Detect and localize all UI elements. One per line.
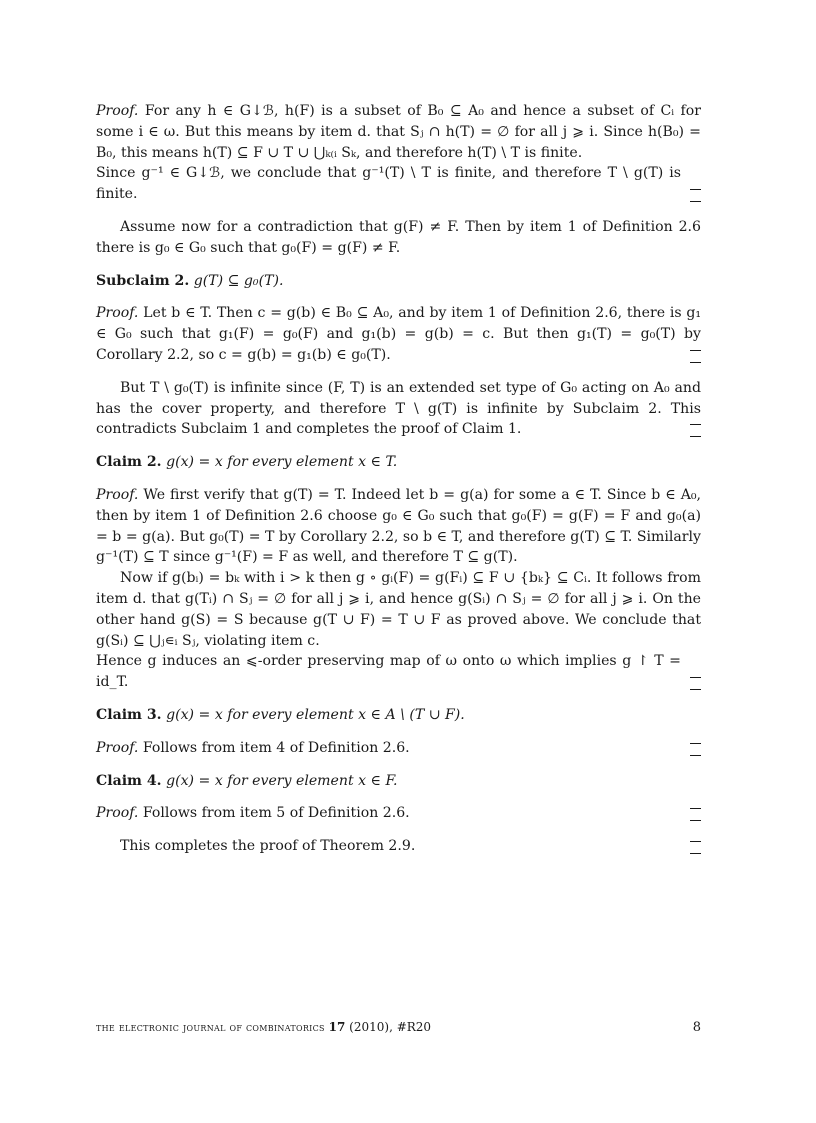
contradiction-paragraph [96,217,701,259]
page-number: 8 [692,1020,701,1035]
proof-claim-3 [96,738,701,759]
qed-symbol [690,841,701,854]
claim-4 [96,771,701,792]
proof-subclaim-1 [96,101,701,163]
qed-symbol [690,189,701,202]
proof-label: Proof. [96,805,139,822]
claim-label: Claim 4. [96,772,162,789]
claim-statement: g(x) = x for every element x ∈ A \ (T ∪ F). [166,706,465,723]
paragraph-text: This completes the proof of Theorem 2.9. [120,838,416,855]
proof-label: Proof. [96,305,139,322]
paragraph-text: Assume now for a contradiction that g(F) ≠ F. Then by item 1 of Definition 2.6 there is g₀ ∈ G₀ such that g₀(F) = g(F) ≠ F. [96,218,701,256]
proof-claim-2 [96,485,701,568]
subclaim-2 [96,271,701,292]
qed-symbol [690,808,701,821]
proof-label: Proof. [96,103,139,119]
page-footer [96,1020,701,1034]
claim-1-conclusion [96,378,701,440]
claim-statement: g(x) = x for every element x ∈ F. [166,772,398,789]
paragraph-text: For any h ∈ G↓ℬ, h(F) is a subset of B₀ ⊆ A₀ and hence a subset of Cᵢ for some i ∈ ω. But this means by item d. that Sⱼ ∩ h(T) = ∅ for all j ⩾ i. Since h(B₀) = B₀, this means h(T) ⊆ F ∪ T ∪ ⋃ₖ₍ᵢ Sₖ, and therefore h(T) \ T is finite. [96,103,701,161]
proof-claim-2-end [96,651,701,693]
paragraph-text: Follows from item 4 of Definition 2.6. [142,739,410,756]
proof-subclaim-2 [96,303,701,365]
journal-name: the electronic journal of combinatorics [96,1021,325,1034]
paragraph-text: Since g⁻¹ ∈ G↓ℬ, we conclude that g⁻¹(T) \ T is finite, and therefore T \ g(T) is finite. [96,165,681,203]
claim-label: Claim 3. [96,706,162,723]
qed-symbol [690,743,701,756]
paragraph-text: Hence g induces an ⩽-order preserving map of ω onto ω which implies g ↾ T = id_T. [96,653,681,691]
subclaim-label: Subclaim 2. [96,272,190,289]
journal-volume: 17 [328,1020,346,1034]
proof-label: Proof. [96,486,139,503]
claim-label: Claim 2. [96,454,162,471]
theorem-conclusion [96,836,701,857]
claim-3 [96,705,701,726]
proof-claim-2-continued [96,568,701,651]
paragraph-text: We first verify that g(T) = T. Indeed let b = g(a) for some a ∈ T. Since b ∈ A₀, then by item 1 of Definition 2.6 choose g₀ ∈ G₀ such that g₀(F) = g(F) = F and g₀(a) = b = g(a). But g₀(T) = T by Corollary 2.2, so b ∈ T, and therefore g(T) ⊆ T. Similarly g⁻¹(T) ⊆ T since g⁻¹(F) = F as well, and therefore T ⊆ g(T). [96,486,701,566]
paragraph-text: Follows from item 5 of Definition 2.6. [142,805,410,822]
paragraph-text: But T \ g₀(T) is infinite since (F, T) is an extended set type of G₀ acting on A₀ and has the cover property, and therefore T \ g(T) is infinite by Subclaim 2. This contradicts Subclaim 1 and completes the proof of Claim 1. [96,379,701,438]
proof-subclaim-1-end [96,163,701,205]
paragraph-text: Let b ∈ T. Then c = g(b) ∈ B₀ ⊆ A₀, and by item 1 of Definition 2.6, there is g₁ ∈ G₀ such that g₁(F) = g₀(F) and g₁(b) = g(b) = c. But then g₁(T) = g₀(T) by Corollary 2.2, so c = g(b) = g₁(b) ∈ g₀(T). [96,305,701,363]
proof-label: Proof. [96,739,139,756]
page-body [96,101,701,857]
subclaim-statement: g(T) ⊆ g₀(T). [193,272,284,289]
claim-2 [96,452,701,473]
claim-statement: g(x) = x for every element x ∈ T. [166,454,398,471]
qed-symbol [690,677,701,690]
journal-year-id: (2010), #R20 [349,1020,432,1034]
proof-claim-4 [96,803,701,824]
qed-symbol [690,350,701,363]
qed-symbol [690,424,701,437]
paragraph-text: Now if g(bᵢ) = bₖ with i > k then g ∘ gᵢ(F) = g(Fᵢ) ⊆ F ∪ {bₖ} ⊆ Cᵢ. It follows from item d. that g(Tᵢ) ∩ Sⱼ = ∅ for all j ⩾ i, and hence g(Sᵢ) ∩ Sⱼ = ∅ for all j ⩾ i. On the other hand g(S) = S because g(T ∪ F) = T ∪ F as proved above. We conclude that g(Sᵢ) ⊆ ⋃ⱼ∊ᵢ Sⱼ, violating item c. [96,570,701,649]
